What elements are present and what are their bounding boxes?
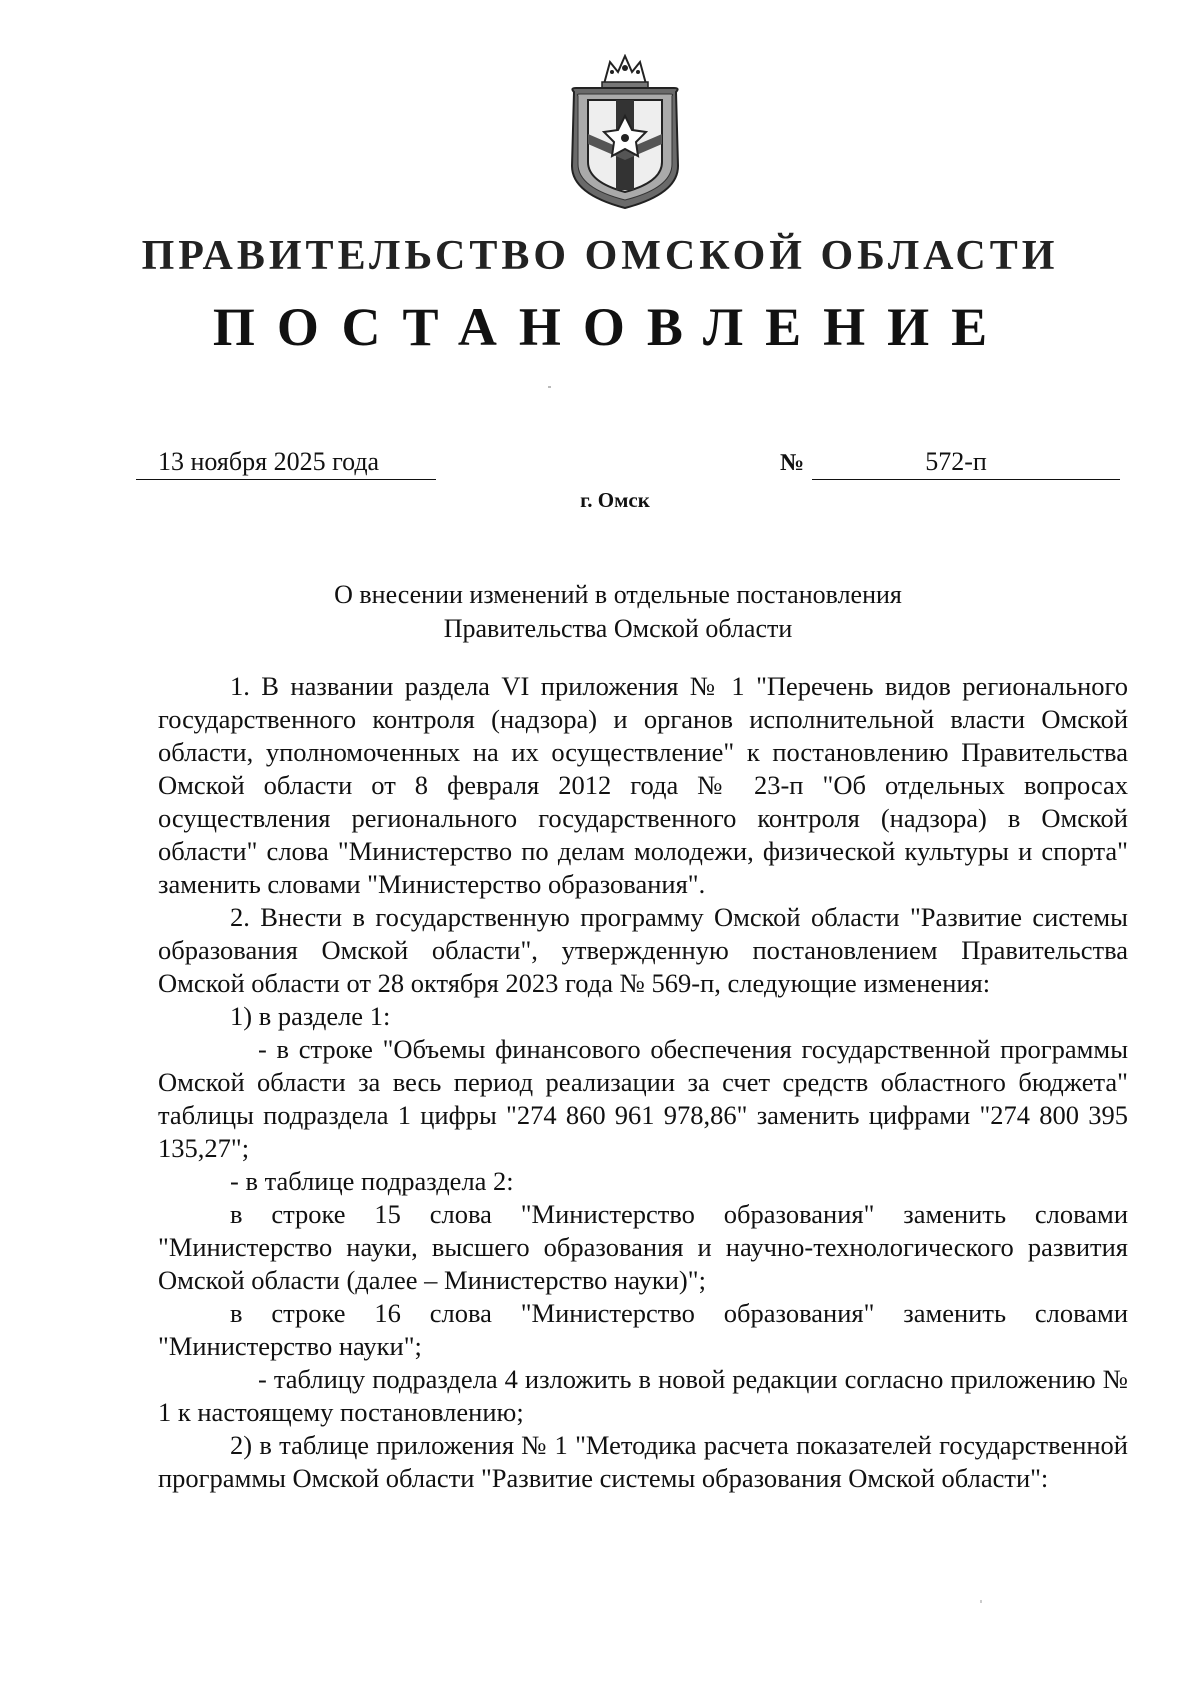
coat-of-arms-icon: [566, 54, 684, 210]
scan-speck: [548, 386, 551, 388]
paragraph-2-item-1-c: - таблицу подраздела 4 изложить в новой редакции согласно приложению № 1 к настоящему постановлению;: [158, 1364, 1128, 1427]
paragraph-2-item-1-a: - в строке "Объемы финансового обеспечения государственной программы Омской области за весь период реализации за счет средств областного бюджета" таблицы подраздела 1 цифры "274 860 961 978,86" заменить цифрами "274 800 395 135,27";: [158, 1034, 1128, 1163]
paragraph-2-item-1-b-row15: в строке 15 слова "Министерство образования" заменить словами "Министерство науки, высшего образования и научно-технологического развития Омской области (далее – Министерство науки)";: [158, 1199, 1128, 1295]
document-number: 572-п: [812, 445, 1120, 480]
organization-title: ПРАВИТЕЛЬСТВО ОМСКОЙ ОБЛАСТИ: [141, 233, 1059, 279]
scan-speck: [980, 1600, 982, 1603]
paragraph-2-item-1-b-row16: в строке 16 слова "Министерство образования" заменить словами "Министерство науки";: [158, 1298, 1128, 1361]
paragraph-2-item-2: 2) в таблице приложения № 1 "Методика расчета показателей государственной программы Омской области "Развитие системы образования Омской области":: [158, 1430, 1128, 1493]
paragraph-2-item-1: 1) в разделе 1:: [230, 1001, 391, 1031]
document-city: г. Омск: [580, 488, 650, 512]
document-type-heading: ПОСТАНОВЛЕНИЕ: [212, 297, 1010, 357]
document-date: 13 ноября 2025 года: [136, 445, 436, 480]
paragraph-2: 2. Внести в государственную программу Омской области "Развитие системы образования Омской области", утвержденную постановлением Правительства Омской области от 28 октября 2023 года № 569-п, следующие изменения:: [158, 902, 1128, 998]
subject-line-2: Правительства Омской области: [443, 614, 793, 643]
document-subject: [0, 578, 1200, 646]
paragraph-1: 1. В названии раздела VI приложения № 1 "Перечень видов регионального государственного контроля (надзора) и органов исполнительной власти Омской области, уполномоченных на их осуществление" к постановлению Правительства Омской области от 8 февраля 2012 года № 23-п "Об отдельных вопросах осуществления регионального государственного контроля (надзора) в Омской области" слова "Министерство по делам молодежи, физической культуры и спорта" заменить словами "Министерство образования".: [158, 671, 1128, 899]
paragraph-2-item-1-b: - в таблице подраздела 2:: [230, 1166, 514, 1196]
number-label: №: [780, 450, 805, 476]
subject-line-1: О внесении изменений в отдельные постановления: [334, 580, 902, 609]
document-body: [158, 670, 1128, 1495]
